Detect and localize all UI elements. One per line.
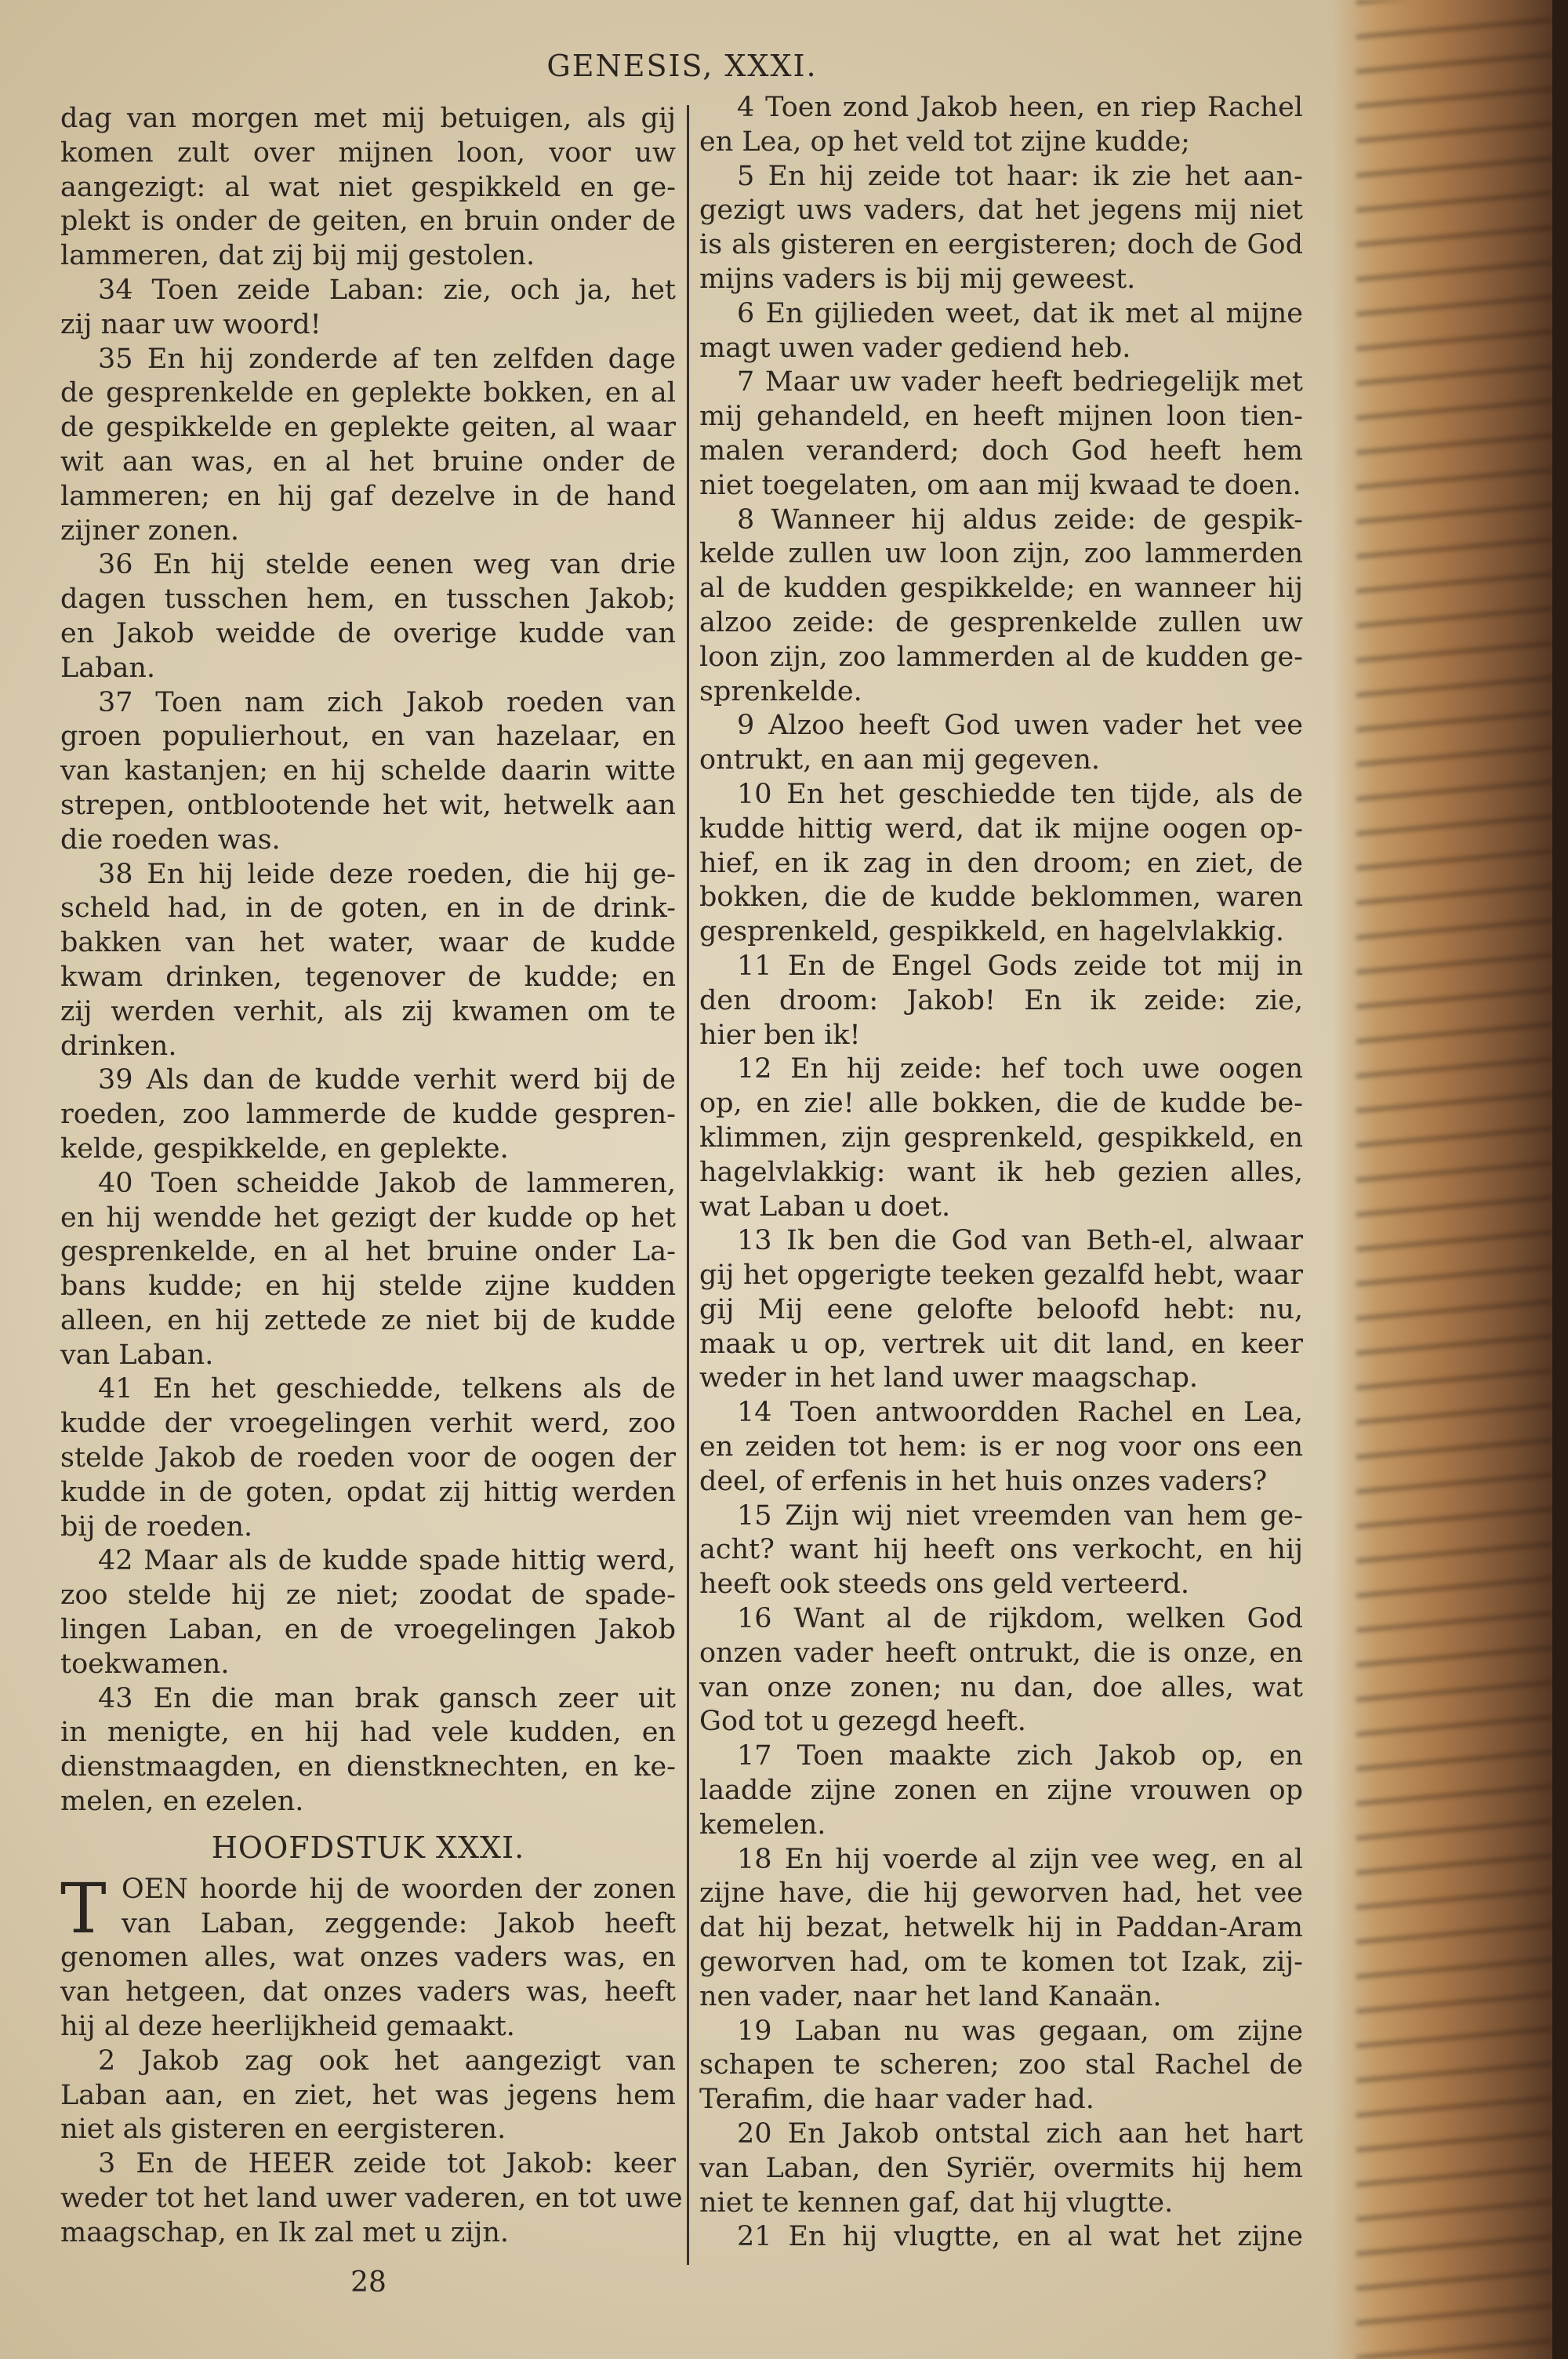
- text-line: groen populierhout, en van hazelaar, en: [60, 721, 676, 753]
- text-line: van hetgeen, dat onzes vaders was, heeft: [60, 1976, 676, 2008]
- text-line: drinken.: [60, 1030, 177, 1062]
- text-line: 42 Maar als de kudde spade hittig werd,: [98, 1545, 676, 1577]
- text-line: 21 En hij vlugtte, en al wat het zijne: [737, 2221, 1303, 2253]
- text-line: Laban.: [60, 652, 156, 684]
- text-line: bans kudde; en hij stelde zijne kudden: [60, 1270, 676, 1303]
- verse-paragraph: [699, 297, 1303, 366]
- text-line: 36 En hij stelde eenen weg van drie: [98, 549, 676, 581]
- text-line: zijne have, die hij geworven had, het vee: [699, 1877, 1303, 1910]
- text-line: in menigte, en hij had vele kudden, en: [60, 1717, 676, 1749]
- drop-cap: T: [60, 1867, 107, 1949]
- verse-paragraph: [699, 950, 1303, 1052]
- text-line: den droom: Jakob! En ik zeide: zie,: [699, 984, 1303, 1016]
- verse-paragraph: [699, 91, 1303, 160]
- text-line: heeft ook steeds ons geld verteerd.: [699, 1568, 1190, 1601]
- text-line: gesprenkelde, en al het bruine onder La-: [60, 1236, 676, 1268]
- text-line: 15 Zijn wij niet vreemden van hem ge-: [737, 1499, 1303, 1532]
- verse-paragraph: [699, 778, 1303, 950]
- verse-paragraph: [699, 1052, 1303, 1224]
- verse-paragraph: [60, 1372, 676, 1544]
- text-line: mijns vaders is bij mij geweest.: [699, 263, 1136, 295]
- text-line: op, en zie! alle bokken, die de kudde be-: [699, 1088, 1303, 1120]
- text-line: acht? want hij heeft ons verkocht, en hij: [699, 1534, 1303, 1566]
- verse-paragraph: [60, 1544, 676, 1681]
- text-line: bokken, die de kudde beklommen, waren: [699, 881, 1303, 914]
- text-line: gij het opgerigte teeken gezalfd hebt, waar: [699, 1259, 1303, 1292]
- text-line: 2 Jakob zag ook het aangezigt van: [98, 2045, 676, 2077]
- text-line: kemelen.: [699, 1808, 826, 1841]
- text-line: kudde in de goten, opdat zij hittig werden: [60, 1476, 676, 1508]
- text-line: lammeren, dat zij bij mij gestolen.: [60, 240, 535, 272]
- verse-paragraph: [60, 274, 676, 343]
- text-line: 4 Toen zond Jakob heen, en riep Rachel: [737, 92, 1303, 123]
- verse-paragraph: [699, 1224, 1303, 1396]
- text-line: klimmen, zijn gesprenkeld, gespikkeld, en: [699, 1121, 1303, 1154]
- verse-paragraph: [60, 2045, 676, 2147]
- verse-paragraph: [699, 1739, 1303, 1842]
- text-line: maagschap, en Ik zal met u zijn.: [60, 2216, 510, 2248]
- text-line: 18 En hij voerde al zijn vee weg, en al: [737, 1843, 1303, 1875]
- text-line: 13 Ik ben die God van Beth-el, alwaar: [737, 1225, 1303, 1257]
- text-line: 34 Toen zeide Laban: zie, och ja, het: [98, 274, 676, 306]
- verse-paragraph: [699, 365, 1303, 503]
- verse-paragraph: [699, 2015, 1303, 2117]
- text-line: zij werden verhit, als zij kwamen om te: [60, 995, 676, 1027]
- text-line: dag van morgen met mij betuigen, als gij: [60, 103, 676, 134]
- right-column: [699, 91, 1303, 2255]
- text-line: kelde, gespikkelde, en geplekte.: [60, 1132, 509, 1165]
- text-line: alleen, en hij zettede ze niet bij de kudde: [60, 1304, 676, 1336]
- text-line: 16 Want al de rijkdom, welken God: [737, 1603, 1303, 1635]
- verse-paragraph: [699, 2117, 1303, 2220]
- text-line: 8 Wanneer hij aldus zeide: de gespik-: [737, 503, 1303, 536]
- text-line: weder tot het land uwer vaderen, en tot uwe: [60, 2183, 683, 2215]
- text-line: bij de roeden.: [60, 1510, 253, 1543]
- text-line: gij Mij eene gelofte beloofd hebt: nu,: [699, 1293, 1303, 1325]
- text-line: dat hij bezat, hetwelk hij in Paddan-Aram: [699, 1912, 1303, 1944]
- verse-paragraph: [60, 858, 676, 1064]
- text-line: gezigt uws vaders, dat het jegens mij niet: [699, 194, 1303, 227]
- text-line: dienstmaagden, en dienstknechten, en ke-: [60, 1751, 676, 1783]
- text-line: 17 Toen maakte zich Jakob op, en: [737, 1740, 1303, 1772]
- text-line: nen vader, naar het land Kanaän.: [699, 1980, 1162, 2012]
- text-line: 7 Maar uw vader heeft bedriegelijk met: [737, 366, 1303, 398]
- text-line: die roeden was.: [60, 823, 281, 856]
- text-line: 37 Toen nam zich Jakob roeden van: [98, 686, 676, 718]
- text-line: 10 En het geschiedde ten tijde, als de: [737, 778, 1303, 810]
- verse-paragraph: [60, 2147, 683, 2250]
- text-line: deel, of erfenis in het huis onzes vaders?: [699, 1465, 1268, 1497]
- verse-paragraph: [699, 160, 1303, 297]
- text-line: lingen Laban, en de vroegelingen Jakob: [60, 1614, 676, 1646]
- text-line: geworven had, om te komen tot Izak, zij-: [699, 1946, 1303, 1979]
- column-divider: [687, 105, 689, 2265]
- text-line: hagelvlakkig: want ik heb gezien alles,: [699, 1156, 1303, 1188]
- text-line: strepen, ontblootende het wit, hetwelk aan: [60, 789, 676, 821]
- text-line: 11 En de Engel Gods zeide tot mij in: [737, 950, 1303, 982]
- text-line: de gesprenkelde en geplekte bokken, en al: [60, 377, 676, 409]
- text-line: Laban aan, en ziet, het was jegens hem: [60, 2079, 676, 2111]
- verse-paragraph: [60, 343, 676, 549]
- text-line: hij al deze heerlijkheid gemaakt.: [60, 2011, 515, 2043]
- text-line: schapen te scheren; zoo stal Rachel de: [699, 2049, 1303, 2081]
- text-line: gesprenkeld, gespikkeld, en hagelvlakkig.: [699, 916, 1284, 948]
- text-line: niet te kennen gaf, dat hij vlugtte.: [699, 2186, 1174, 2219]
- verses-block: [60, 102, 676, 1819]
- running-header: GENESIS, XXXI.: [546, 49, 818, 83]
- text-line: van Laban.: [60, 1339, 214, 1371]
- text-line: aangezigt: al wat niet gespikkeld en ge-: [60, 171, 676, 203]
- text-line: al de kudden gespikkelde; en wanneer hij: [699, 572, 1303, 605]
- text-line: weder in het land uwer maagschap.: [699, 1362, 1198, 1394]
- text-line: niet toegelaten, om aan mij kwaad te doen.: [699, 469, 1301, 501]
- page-gutter-shadow: [1552, 0, 1568, 2359]
- text-line: zijner zonen.: [60, 514, 240, 547]
- verse-paragraph: [699, 1499, 1303, 1602]
- text-line: magt uwen vader gediend heb.: [699, 332, 1131, 364]
- text-line: melen, en ezelen.: [60, 1786, 304, 1818]
- text-line: niet als gisteren en eergisteren.: [60, 2114, 506, 2146]
- text-line: 14 Toen antwoordden Rachel en Lea,: [737, 1397, 1303, 1429]
- text-line: zoo stelde hij ze niet; zoodat de spade-: [60, 1579, 676, 1612]
- text-line: toekwamen.: [60, 1648, 230, 1680]
- text-line: van Laban, den Syriër, overmits hij hem: [699, 2152, 1303, 2184]
- text-line: onzen vader heeft ontrukt, die is onze, en: [699, 1637, 1303, 1669]
- text-line: kwam drinken, tegenover de kudde; en: [60, 961, 676, 993]
- verse-paragraph: [60, 548, 676, 685]
- text-line: 19 Laban nu was gegaan, om zijne: [737, 2015, 1303, 2047]
- text-line: Terafim, die haar vader had.: [699, 2084, 1094, 2116]
- text-line: 6 En gijlieden weet, dat ik met al mijne: [737, 297, 1303, 329]
- text-line: wit aan was, en al het bruine onder de: [60, 445, 676, 478]
- text-line: alzoo zeide: de gesprenkelde zullen uw: [699, 606, 1303, 638]
- text-line: 38 En hij leide deze roeden, die hij ge-: [98, 858, 676, 890]
- text-line: is als gisteren en eergisteren; doch de God: [699, 229, 1303, 261]
- text-line: lammeren; en hij gaf dezelve in de hand: [60, 480, 676, 512]
- text-line: van kastanjen; en hij schelde daarin witte: [60, 755, 676, 787]
- text-line: dagen tusschen hem, en tusschen Jakob;: [60, 583, 676, 616]
- text-line: maak u op, vertrek uit dit land, en keer: [699, 1328, 1303, 1360]
- text-line: de gespikkelde en geplekte geiten, al waar: [60, 412, 676, 444]
- verses-block: [60, 2045, 683, 2251]
- chapter-heading: HOOFDSTUK XXXI.: [211, 1830, 525, 1865]
- text-line: 12 En hij zeide: hef toch uwe oogen: [737, 1053, 1303, 1085]
- text-line: laadde zijne zonen en zijne vrouwen op: [699, 1775, 1303, 1807]
- verse-paragraph: [699, 709, 1303, 778]
- verse-paragraph: [60, 1063, 676, 1166]
- text-line: God tot u gezegd heeft.: [699, 1706, 1026, 1738]
- text-line: 3 En de HEER zeide tot Jakob: keer: [98, 2148, 676, 2180]
- text-line: en hij wendde het gezigt der kudde op het: [60, 1201, 676, 1234]
- text-line: scheld had, in de goten, en in de drink-: [60, 892, 676, 925]
- text-line: 43 En die man brak gansch zeer uit: [98, 1682, 676, 1714]
- text-line: en Lea, op het veld tot zijne kudde;: [699, 125, 1190, 158]
- text-line: bakken van het water, waar de kudde: [60, 927, 676, 959]
- text-line: mij gehandeld, en heeft mijnen loon tien-: [699, 401, 1303, 433]
- verse-paragraph: [60, 686, 676, 858]
- facing-page-blurred-text: [1356, 0, 1552, 2359]
- verse-paragraph: [699, 2220, 1303, 2255]
- chapter-first-paragraph: [60, 1867, 676, 2045]
- text-line: komen zult over mijnen loon, voor uw: [60, 136, 676, 169]
- text-line: 41 En het geschiedde, telkens als de: [98, 1373, 676, 1405]
- text-line: 39 Als dan de kudde verhit werd bij de: [98, 1064, 676, 1096]
- verse-paragraph: [60, 1167, 676, 1373]
- text-line: hier ben ik!: [699, 1019, 861, 1051]
- verse-paragraph: [60, 1682, 676, 1819]
- verse-paragraph: [699, 1396, 1303, 1499]
- text-line: 40 Toen scheidde Jakob de lammeren,: [98, 1167, 676, 1199]
- text-line: genomen alles, wat onzes vaders was, en: [60, 1942, 676, 1974]
- verse-paragraph: [699, 503, 1303, 710]
- left-column: [60, 102, 683, 2251]
- text-line: hief, en ik zag in den droom; en ziet, de: [699, 847, 1303, 879]
- text-line: en Jakob weidde de overige kudde van: [60, 617, 676, 649]
- text-line: kudde der vroegelingen verhit werd, zoo: [60, 1408, 676, 1440]
- text-line: ontrukt, en aan mij gegeven.: [699, 744, 1101, 776]
- text-line: 35 En hij zonderde af ten zelfden dage: [98, 343, 676, 375]
- text-line: van Laban, zeggende: Jakob heeft: [122, 1907, 676, 1939]
- text-line: kudde hittig werd, dat ik mijne oogen op-: [699, 812, 1303, 845]
- text-line: zij naar uw woord!: [60, 308, 321, 340]
- text-line: malen veranderd; doch God heeft hem: [699, 434, 1303, 467]
- text-line: wat Laban u doet.: [699, 1190, 951, 1223]
- text-line: stelde Jakob de roeden voor de oogen der: [60, 1442, 676, 1474]
- verse-paragraph: [699, 1843, 1303, 2015]
- text-line: 9 Alzoo heeft God uwen vader het vee: [737, 710, 1303, 742]
- text-line: sprenkelde.: [699, 675, 862, 707]
- text-line: loon zijn, zoo lammerden al de kudden ge-: [699, 641, 1303, 673]
- text-line: plekt is onder de geiten, en bruin onder de: [60, 205, 676, 238]
- text-line: 20 En Jakob ontstal zich aan het hart: [737, 2118, 1303, 2150]
- page-number: 28: [350, 2266, 387, 2299]
- text-line: 5 En hij zeide tot haar: ik zie het aan-: [737, 160, 1303, 192]
- text-line: kelde zullen uw loon zijn, zoo lammerden: [699, 538, 1303, 570]
- text-line: OEN hoorde hij de woorden der zonen: [122, 1873, 676, 1905]
- text-line: roeden, zoo lammerde de kudde gespren-: [60, 1099, 676, 1131]
- verse-paragraph: [699, 1602, 1303, 1739]
- verse-paragraph: [60, 102, 676, 274]
- text-line: en zeiden tot hem: is er nog voor ons een: [699, 1431, 1303, 1463]
- text-line: van onze zonen; nu dan, doe alles, wat: [699, 1671, 1303, 1703]
